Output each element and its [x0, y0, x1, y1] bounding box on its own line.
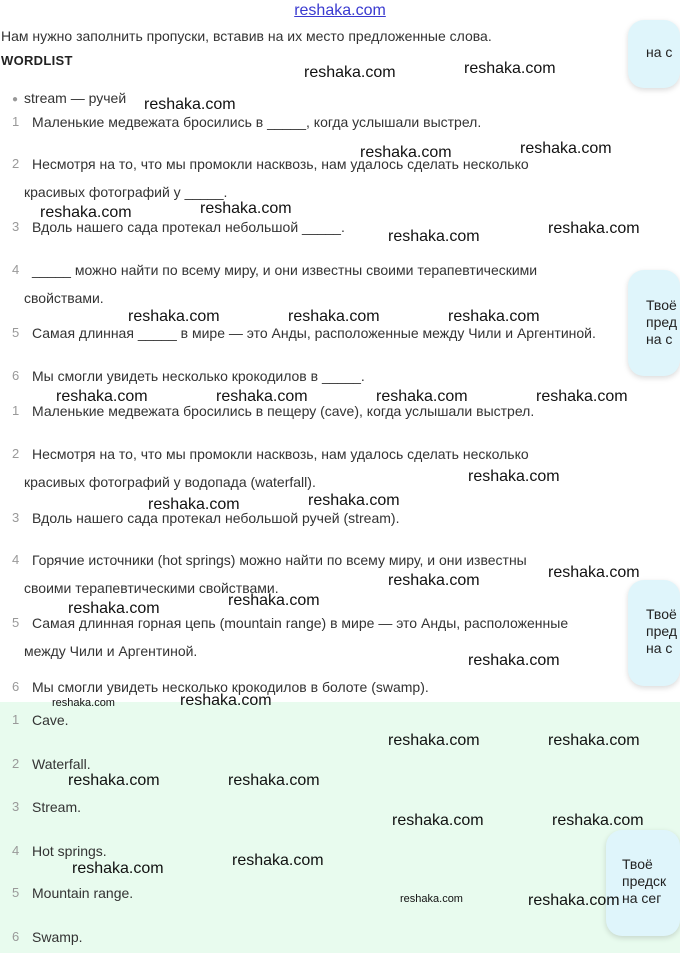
bubble-line: Твоё	[646, 297, 677, 313]
watermark: reshaka.com	[228, 592, 320, 609]
watermark: reshaka.com	[536, 388, 628, 405]
item-number: 4	[12, 262, 20, 277]
prediction-bubble[interactable]	[628, 580, 680, 686]
item-text: Самая длинная горная цепь (mountain range) в мире — это Анды, расположенные	[32, 615, 569, 631]
watermark: reshaka.com	[56, 388, 148, 405]
watermark: reshaka.com	[308, 492, 400, 509]
item-text: Несмотря на то, что мы промокли насквозь, нам удалось сделать несколько	[32, 446, 529, 462]
answer-item	[0, 706, 640, 734]
item-number: 6	[12, 679, 20, 694]
watermark: reshaka.com	[552, 812, 644, 829]
item-number: 3	[12, 799, 20, 814]
watermark: reshaka.com	[128, 308, 220, 325]
bubble-line: на с	[646, 331, 673, 347]
watermark: reshaka.com	[148, 496, 240, 513]
bubble-line: Твоё	[646, 606, 677, 622]
wordlist-heading: WORDLIST	[1, 53, 73, 68]
answer-item	[0, 923, 640, 951]
item-number: 5	[12, 885, 20, 900]
watermark: reshaka.com	[360, 144, 452, 161]
item-text: Вдоль нашего сада протекал небольшой _____.	[32, 219, 345, 235]
bullet-dot-icon: ●	[12, 93, 19, 105]
bubble-line: на с	[646, 640, 673, 656]
answer-text: Cave.	[32, 712, 69, 728]
watermark: reshaka.com	[68, 772, 160, 789]
item-text-continued: красивых фотографий у _____.	[24, 184, 228, 200]
wordlist-bullet-item	[12, 90, 126, 106]
prediction-bubble[interactable]	[606, 830, 680, 936]
bubble-line: пред	[646, 314, 678, 330]
item-number: 4	[12, 552, 20, 567]
item-text: Горячие источники (hot springs) можно найти по всему миру, и они известны	[32, 552, 527, 568]
watermark: reshaka.com	[388, 572, 480, 589]
exercise-item	[0, 150, 640, 206]
prediction-bubble[interactable]	[628, 270, 680, 376]
watermark: reshaka.com	[448, 308, 540, 325]
watermark: reshaka.com	[468, 652, 560, 669]
item-text-continued: между Чили и Аргентиной.	[24, 643, 198, 659]
item-number: 4	[12, 843, 20, 858]
item-text: Маленькие медвежата бросились в пещеру (cave), когда услышали выстрел.	[32, 403, 535, 419]
watermark: reshaka.com	[232, 852, 324, 869]
answer-text: Stream.	[32, 799, 82, 815]
site-logo-link[interactable]: reshaka.com	[294, 2, 386, 19]
watermark: reshaka.com	[468, 468, 560, 485]
item-number: 2	[12, 756, 20, 771]
watermark: reshaka.com	[180, 692, 272, 709]
answer-item	[0, 793, 640, 821]
watermark: reshaka.com	[304, 64, 396, 81]
bubble-line: на с	[646, 44, 673, 60]
item-text: Маленькие медвежата бросились в _____, когда услышали выстрел.	[32, 114, 482, 130]
item-number: 5	[12, 615, 20, 630]
bubble-line: пред	[646, 623, 678, 639]
watermark: reshaka.com	[392, 812, 484, 829]
answer-text: Swamp.	[32, 929, 83, 945]
item-number: 6	[12, 368, 20, 383]
watermark: reshaka.com	[228, 772, 320, 789]
watermark: reshaka.com	[72, 860, 164, 877]
watermark: reshaka.com	[144, 96, 236, 113]
item-text: Самая длинная _____ в мире — это Анды, расположенные между Чили и Аргентиной.	[32, 325, 596, 341]
prediction-bubble[interactable]	[628, 20, 680, 88]
bubble-line: предск	[622, 873, 667, 889]
watermark: reshaka.com	[288, 308, 380, 325]
watermark: reshaka.com	[376, 388, 468, 405]
item-text: Мы смогли увидеть несколько крокодилов в болоте (swamp).	[32, 679, 429, 695]
instruction-text: Нам нужно заполнить пропуски, вставив на их место предложенные слова.	[1, 28, 492, 44]
answer-text: Waterfall.	[32, 756, 91, 772]
wordlist-entry: stream — ручей	[24, 90, 127, 106]
item-text-continued: своими терапевтическими свойствами.	[24, 580, 279, 596]
watermark: reshaka.com	[68, 600, 160, 617]
item-number: 1	[12, 403, 20, 418]
item-text: Вдоль нашего сада протекал небольшой ручей (stream).	[32, 510, 400, 526]
watermark: reshaka.com	[548, 564, 640, 581]
exercise-item	[0, 108, 640, 136]
translation-item	[0, 546, 640, 602]
exercise-item	[0, 256, 640, 312]
exercise-item	[0, 362, 640, 390]
item-number: 1	[12, 114, 20, 129]
bubble-line: Твоё	[622, 856, 653, 872]
item-number: 2	[12, 446, 20, 461]
watermark: reshaka.com	[528, 892, 620, 909]
answer-text: Mountain range.	[32, 885, 134, 901]
watermark: reshaka.com	[548, 732, 640, 749]
watermark: reshaka.com	[520, 140, 612, 157]
item-text: _____ можно найти по всему миру, и они известны своими терапевтическими	[32, 262, 538, 278]
item-number: 2	[12, 156, 20, 171]
item-number: 3	[12, 510, 20, 525]
watermark: reshaka.com	[464, 60, 556, 77]
item-number: 3	[12, 219, 20, 234]
answer-text: Hot springs.	[32, 843, 107, 859]
item-number: 6	[12, 929, 20, 944]
item-text: Мы смогли увидеть несколько крокодилов в _____.	[32, 368, 365, 384]
item-number: 1	[12, 712, 20, 727]
watermark: reshaka.com	[216, 388, 308, 405]
watermark: reshaka.com	[200, 200, 292, 217]
item-text-continued: красивых фотографий у водопада (waterfall).	[24, 474, 316, 490]
watermark: reshaka.com	[388, 732, 480, 749]
item-number: 5	[12, 325, 20, 340]
item-text: Несмотря на то, что мы промокли насквозь, нам удалось сделать несколько	[32, 156, 529, 172]
bubble-line: на сег	[622, 890, 662, 906]
watermark: reshaka.com	[388, 228, 480, 245]
item-text-continued: свойствами.	[24, 290, 104, 306]
watermark: reshaka.com	[400, 893, 463, 905]
watermark: reshaka.com	[52, 697, 115, 709]
watermark: reshaka.com	[548, 220, 640, 237]
watermark: reshaka.com	[40, 204, 132, 221]
